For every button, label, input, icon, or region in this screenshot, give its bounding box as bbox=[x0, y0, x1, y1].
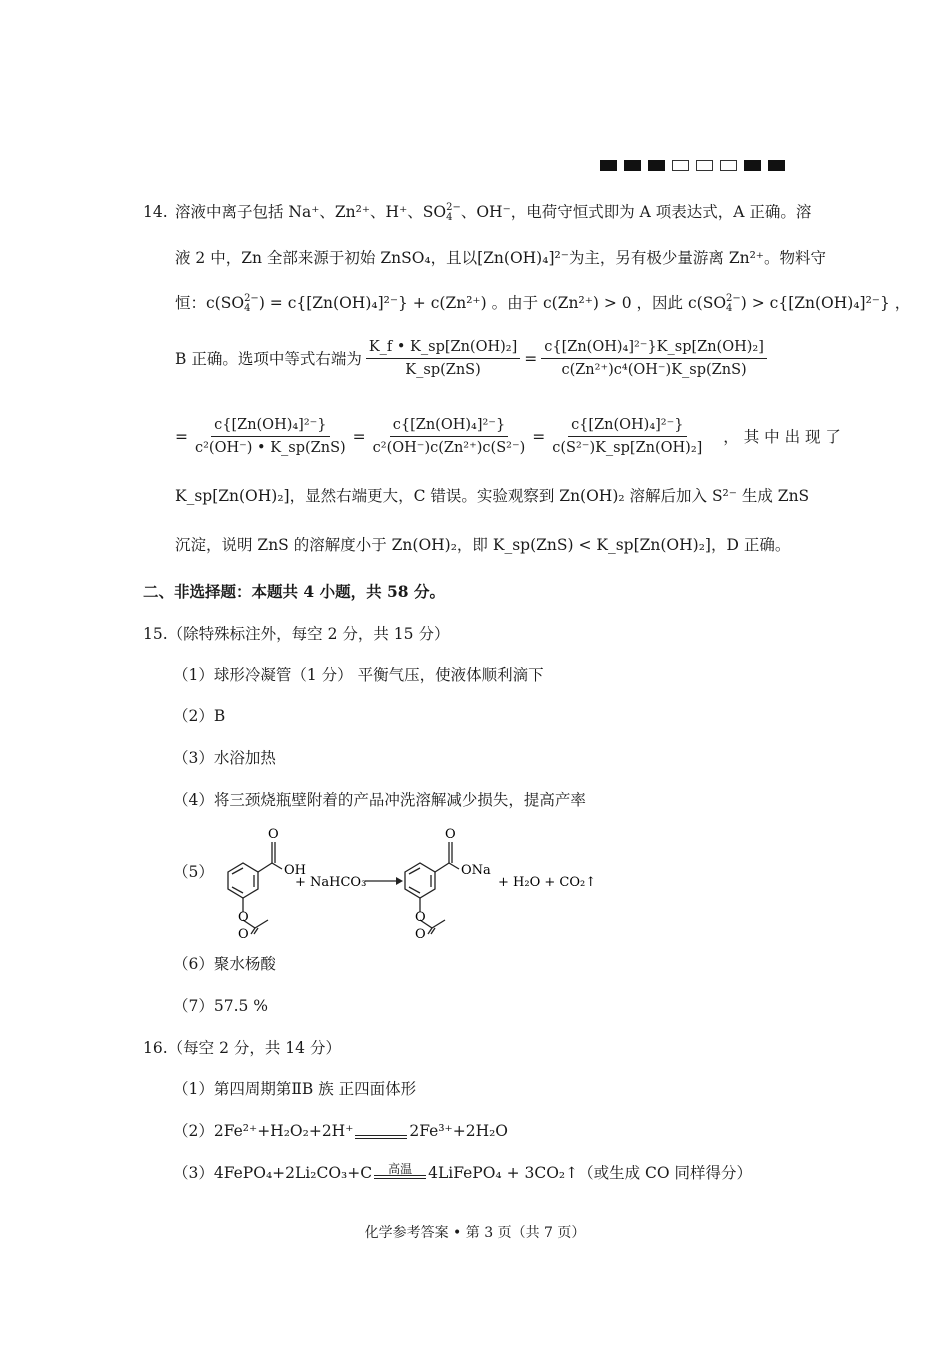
carbonyl-oxygen-label: O bbox=[445, 827, 456, 842]
open-square bbox=[672, 160, 689, 171]
q15-answer-4: （4）将三颈烧瓶壁附着的产品冲洗溶解减少损失，提高产率 bbox=[173, 791, 586, 809]
text: ， 其 中 出 现 了 bbox=[723, 427, 841, 446]
text: ) = c{[Zn(OH)₄]²⁻} + c(Zn²⁺) 。由于 c(Zn²⁺) > 0 ，因此 c(SO bbox=[258, 294, 727, 312]
q14-line-4: B 正确。选项中等式右端为 $\frac{\text{K\_f • K\_sp[Zn(OH)₂]}}{\text{K\_sp(ZnS)}}$ = $\frac{\text{c\{[Zn(OH)₄]²⁻\}K\_sp[Zn(OH)₂]}}{\text{c(Zn²⁺)c⁴(OH⁻)K\_sp(ZnS)}}$ bbox=[175, 338, 771, 379]
equation-right: 4LiFePO₄ + 3CO₂↑（或生成 CO 同样得分） bbox=[428, 1164, 753, 1182]
acetyl-oxygen-label: O bbox=[415, 927, 426, 940]
q16-header: 16.（每空 2 分，共 14 分） bbox=[143, 1039, 341, 1057]
q16-answer-1: （1）第四周期第ⅡB 族 正四面体形 bbox=[173, 1080, 417, 1098]
q16-answer-3 bbox=[173, 1163, 752, 1183]
q15-answer-6: （6）聚水杨酸 bbox=[173, 955, 276, 973]
fraction-3: $\frac{\text{c\{[Zn(OH)₄]²⁻\}}}{\text{c²(OH⁻) • K\_sp(ZnS)}}$ bbox=[195, 417, 346, 456]
q14-line-7: 沉淀，说明 ZnS 的溶解度小于 Zn(OH)₂，即 K_sp(ZnS) < K_sp[Zn(OH)₂]，D 正确。 bbox=[175, 536, 791, 554]
q14-line-5: = $\frac{\text{c\{[Zn(OH)₄]²⁻\}}}{\text{c²(OH⁻) • K\_sp(ZnS)}}$ = $\frac{\text{c\{[Zn(OH)₄]²⁻\}}}{\text{c²(OH⁻)c(Zn²⁺)c(S²⁻)}}$ = $\frac{\text{c\{[Zn(OH)₄]²⁻\}}}{\text{c(S²⁻)K\_sp[Zn(OH)₂]}}$ ， 其 中 出 现 了 bbox=[175, 417, 841, 456]
fraction-2: $\frac{\text{c\{[Zn(OH)₄]²⁻\}K\_sp[Zn(OH)₂]}}{\text{c(Zn²⁺)c⁴(OH⁻)K\_sp(ZnS)}}$ bbox=[541, 338, 767, 379]
condition-equals: 高温 bbox=[374, 1163, 426, 1179]
filled-square bbox=[768, 160, 785, 171]
carbonyl-oxygen-label: O bbox=[268, 827, 279, 842]
sodium-salt-structure bbox=[405, 842, 459, 934]
reaction-arrow-icon bbox=[396, 877, 403, 885]
acetyl-oxygen-label: O bbox=[238, 927, 249, 940]
section-heading: 二、非选择题：本题共 4 小题，共 58 分。 bbox=[143, 582, 445, 601]
q15-answer-3: （3）水浴加热 bbox=[173, 749, 276, 767]
products-label: + H₂O + CO₂↑ bbox=[498, 875, 597, 890]
sodium-carboxylate-label: ONa bbox=[461, 863, 491, 878]
filled-square bbox=[648, 160, 665, 171]
page-footer: 化学参考答案 • 第 3 页（共 7 页） bbox=[364, 1225, 586, 1241]
equation-right: 2Fe³⁺+2H₂O bbox=[409, 1122, 509, 1140]
q14-number: 14. bbox=[143, 203, 168, 221]
header-marks bbox=[600, 160, 785, 171]
fraction-5: $\frac{\text{c\{[Zn(OH)₄]²⁻\}}}{\text{c(S²⁻)K\_sp[Zn(OH)₂]}}$ bbox=[552, 417, 703, 456]
open-square bbox=[720, 160, 737, 171]
reaction-scheme bbox=[200, 820, 620, 940]
q15-answer-1: （1）球形冷凝管（1 分） 平衡气压，使液体顺利滴下 bbox=[173, 666, 544, 684]
q15-header: 15.（除特殊标注外，每空 2 分，共 15 分） bbox=[143, 625, 450, 643]
hydroxyl-label: OH bbox=[284, 863, 306, 878]
equation-left: （3）4FePO₄+2Li₂CO₃+C bbox=[173, 1164, 373, 1182]
q15-answer-5-label: （5） bbox=[173, 863, 214, 881]
q14-line-1 bbox=[175, 202, 811, 223]
open-square bbox=[696, 160, 713, 171]
aspirin-structure bbox=[228, 842, 282, 934]
reagent-label: + NaHCO₃ bbox=[295, 875, 367, 890]
q14-line-6: K_sp[Zn(OH)₂]，显然右端更大，C 错误。实验观察到 Zn(OH)₂ 溶解后加入 S²⁻ 生成 ZnS bbox=[175, 487, 810, 505]
q16-answer-2 bbox=[173, 1121, 508, 1141]
equals-sign bbox=[355, 1123, 407, 1139]
ester-oxygen-label: O bbox=[238, 910, 249, 925]
q14-line-3 bbox=[175, 293, 910, 314]
text: B 正确。选项中等式右端为 bbox=[175, 349, 362, 368]
q15-answer-7: （7）57.5 % bbox=[173, 997, 269, 1015]
fraction-4: $\frac{\text{c\{[Zn(OH)₄]²⁻\}}}{\text{c²(OH⁻)c(Zn²⁺)c(S²⁻)}}$ bbox=[372, 417, 526, 456]
text: 溶液中离子包括 Na⁺、Zn²⁺、H⁺、SO bbox=[175, 203, 447, 221]
sulfate-charge: 2− 4 bbox=[446, 202, 461, 223]
text: 、OH⁻，电荷守恒式即为 A 项表达式，A 正确。溶 bbox=[460, 203, 812, 221]
filled-square bbox=[744, 160, 761, 171]
text: 恒：c(SO bbox=[175, 294, 245, 312]
equation-left: （2）2Fe²⁺+H₂O₂+2H⁺ bbox=[173, 1122, 354, 1140]
ester-oxygen-label: O bbox=[415, 910, 426, 925]
filled-square bbox=[600, 160, 617, 171]
q15-answer-2: （2）B bbox=[173, 707, 226, 725]
q14-line-2: 液 2 中，Zn 全部来源于初始 ZnSO₄，且以[Zn(OH)₄]²⁻为主，另有极少量游离 Zn²⁺。物料守 bbox=[175, 249, 826, 267]
sulfate-charge: 2− 4 bbox=[726, 293, 741, 314]
sulfate-charge: 2− 4 bbox=[244, 293, 259, 314]
fraction-1: $\frac{\text{K\_f • K\_sp[Zn(OH)₂]}}{\text{K\_sp(ZnS)}}$ bbox=[366, 338, 520, 379]
filled-square bbox=[624, 160, 641, 171]
text: ) > c{[Zn(OH)₄]²⁻} ， bbox=[740, 294, 911, 312]
